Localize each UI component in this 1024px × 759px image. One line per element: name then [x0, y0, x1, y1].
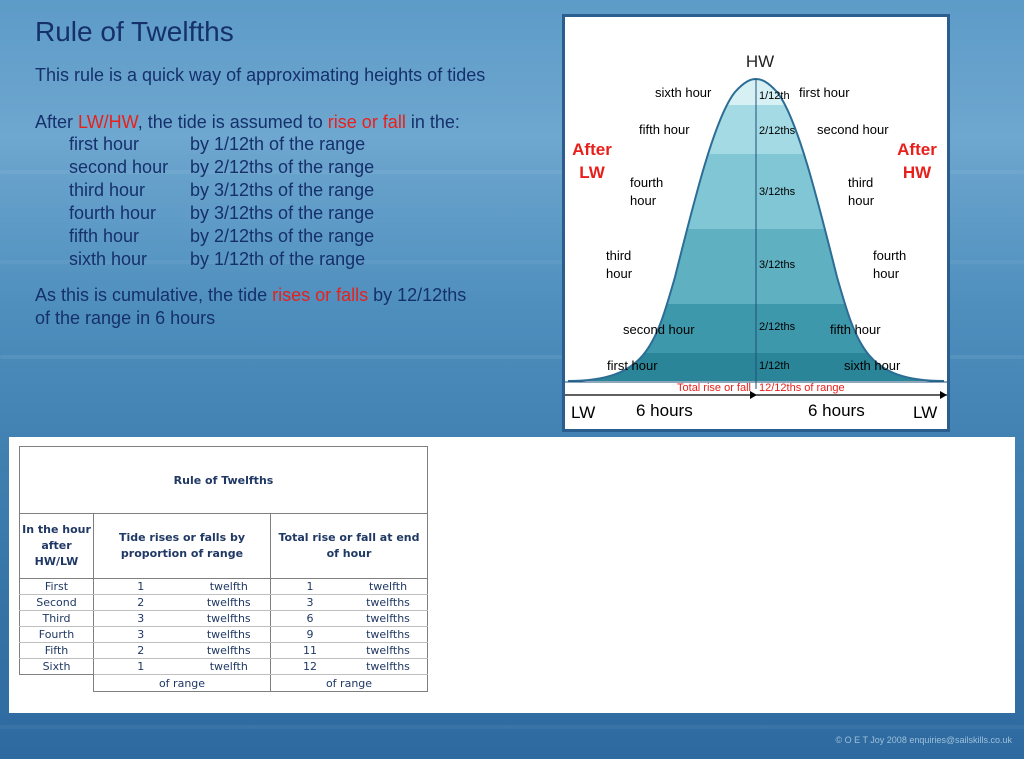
row-proportion: 1 — [94, 659, 188, 675]
col-header-total: Total rise or fall at end of hour — [271, 514, 428, 579]
tide-diagram — [562, 14, 950, 432]
row-hour: Second — [20, 595, 94, 611]
intro-text: This rule is a quick way of approximating heights of tides — [35, 65, 486, 85]
rule-proportion: by 1/12th of the range — [190, 249, 366, 269]
row-total: 6 — [271, 611, 350, 627]
hour-label-right: sixth hour — [844, 358, 901, 373]
lw-right-label: LW — [913, 403, 938, 422]
water-ripple — [0, 725, 1024, 729]
rule-hour: first hour — [69, 134, 140, 154]
rule-proportion: by 1/12th of the range — [190, 134, 366, 154]
fraction-label: 1/12th — [759, 90, 790, 102]
hour-label-left: second hour — [623, 322, 695, 337]
rule-proportion: by 2/12ths of the range — [190, 226, 375, 246]
row-total: 12 — [271, 659, 350, 675]
hour-label-right: fifth hour — [830, 322, 881, 337]
hour-label-left: sixth hour — [655, 85, 712, 100]
after-pre: After — [35, 112, 79, 132]
after-post: in the: — [405, 112, 460, 132]
page-title: Rule of Twelfths — [35, 16, 234, 47]
row-total: 3 — [271, 595, 350, 611]
row-proportion-unit: twelfths — [187, 627, 270, 643]
col-header-proportion: Tide rises or falls by proportion of range — [94, 514, 271, 579]
rule-proportion: by 3/12ths of the range — [190, 203, 375, 223]
hour-label-left: hour — [606, 266, 633, 281]
row-hour: Third — [20, 611, 94, 627]
fraction-label: 2/12ths — [759, 125, 796, 137]
footer-spacer — [20, 675, 94, 692]
rule-hour: fifth hour — [69, 226, 140, 246]
twelfths-table — [19, 446, 428, 692]
after-hw-label: After — [897, 140, 937, 159]
row-proportion: 2 — [94, 595, 188, 611]
hw-label: HW — [745, 52, 775, 71]
row-proportion-unit: twelfth — [187, 659, 270, 675]
hours-right-label: 6 hours — [808, 401, 865, 420]
lwhw-highlight: LW/HW — [78, 112, 138, 132]
rises-highlight: rises or falls — [272, 285, 369, 305]
arrow-right — [940, 391, 947, 399]
fraction-label: 2/12ths — [759, 321, 796, 333]
row-total-unit: twelfths — [349, 627, 428, 643]
col-header-hour: In the hour after HW/LW — [20, 514, 94, 579]
hour-label-right: hour — [848, 193, 875, 208]
row-total-unit: twelfths — [349, 611, 428, 627]
row-proportion-unit: twelfths — [187, 643, 270, 659]
total-value: 12/12ths of range — [759, 382, 845, 394]
hour-label-left: fourth — [630, 175, 664, 190]
rule-hour: second hour — [69, 157, 169, 177]
hour-label-left: third — [606, 248, 632, 263]
footer-of-range: of range — [94, 675, 271, 692]
row-proportion-unit: twelfth — [187, 579, 270, 595]
rule-hour: third hour — [69, 180, 146, 200]
row-total-unit: twelfths — [349, 659, 428, 675]
row-hour: Fourth — [20, 627, 94, 643]
row-proportion-unit: twelfths — [187, 595, 270, 611]
row-proportion: 1 — [94, 579, 188, 595]
rule-hour: sixth hour — [69, 249, 148, 269]
lw-left-label: LW — [571, 403, 596, 422]
hour-label-right: second hour — [817, 122, 889, 137]
row-hour: Fifth — [20, 643, 94, 659]
rule-hour: fourth hour — [69, 203, 157, 223]
hour-label-right: hour — [873, 266, 900, 281]
hour-label-right: first hour — [799, 85, 850, 100]
cumulative-line2: of the range in 6 hours — [35, 308, 216, 328]
hour-label-right: fourth — [873, 248, 907, 263]
after-hw-label: HW — [902, 163, 932, 182]
hour-label-right: third — [848, 175, 874, 190]
copyright: © O E T Joy 2008 enquiries@sailskills.co.uk — [835, 735, 1012, 745]
row-total-unit: twelfth — [349, 579, 428, 595]
table-title: Rule of Twelfths — [20, 447, 428, 514]
fraction-label: 3/12ths — [759, 259, 796, 271]
row-total: 1 — [271, 579, 350, 595]
rise-fall-highlight: rise or fall — [327, 112, 406, 132]
row-hour: First — [20, 579, 94, 595]
hour-label-left: first hour — [607, 358, 658, 373]
row-total-unit: twelfths — [349, 595, 428, 611]
row-proportion: 2 — [94, 643, 188, 659]
hour-label-left: fifth hour — [639, 122, 690, 137]
after-mid: , the tide is assumed to — [137, 112, 328, 132]
row-proportion: 3 — [94, 627, 188, 643]
cumulative-post: by 12/12ths — [368, 285, 467, 305]
after-lw-label: LW — [579, 163, 605, 182]
hours-left-label: 6 hours — [636, 401, 693, 420]
row-proportion-unit: twelfths — [187, 611, 270, 627]
arrow-mid — [750, 391, 757, 399]
total-label: Total rise or fall — [677, 382, 751, 394]
cumulative-text — [35, 285, 466, 306]
cumulative-pre: As this is cumulative, the tide — [35, 285, 273, 305]
row-hour: Sixth — [20, 659, 94, 675]
footer-of-range-total: of range — [271, 675, 428, 692]
rule-proportion: by 2/12ths of the range — [190, 157, 375, 177]
fraction-label: 1/12th — [759, 360, 790, 372]
row-total: 11 — [271, 643, 350, 659]
after-line — [35, 112, 460, 133]
hour-label-left: hour — [630, 193, 657, 208]
row-total-unit: twelfths — [349, 643, 428, 659]
row-proportion: 3 — [94, 611, 188, 627]
row-total: 9 — [271, 627, 350, 643]
fraction-label: 3/12ths — [759, 186, 796, 198]
rule-proportion: by 3/12ths of the range — [190, 180, 375, 200]
after-lw-label: After — [572, 140, 612, 159]
